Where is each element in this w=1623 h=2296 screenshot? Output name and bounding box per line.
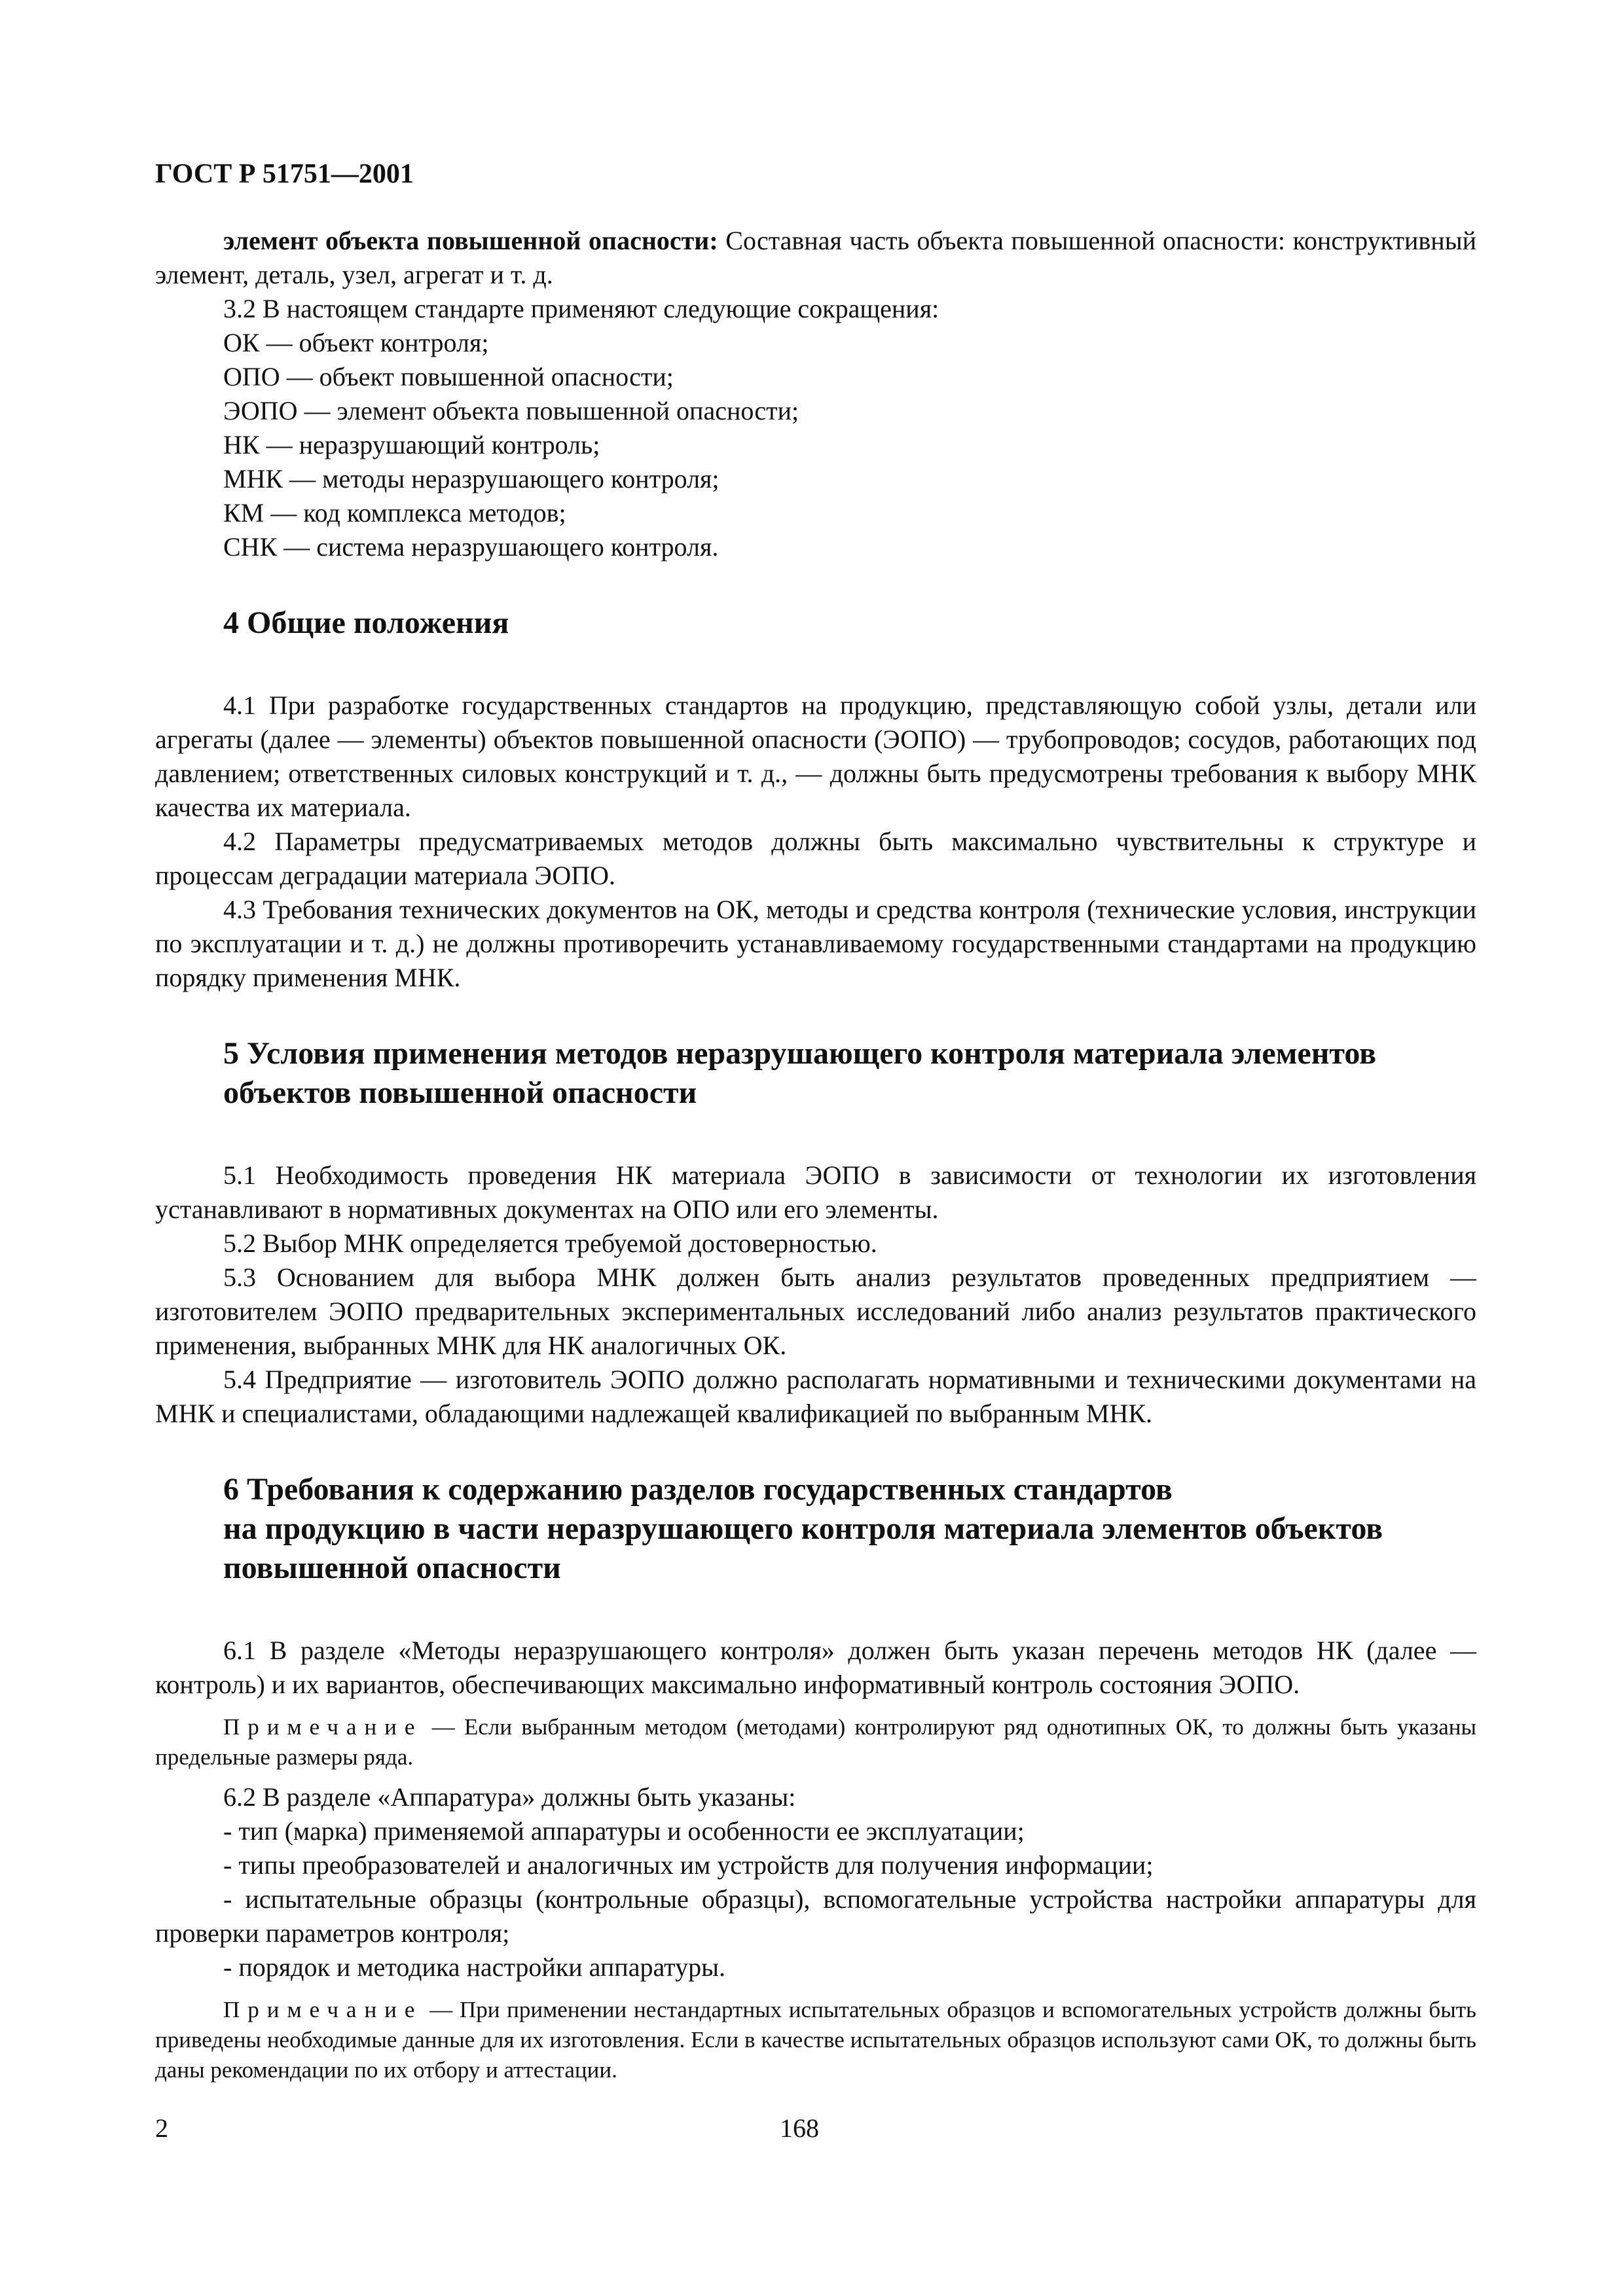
note-2-text: — При применении нестандартных испытательных образцов и вспомогательных устройств должны быть приведены необходимые данные для их изготовления. Если в качестве испытательных образцов используют сами ОК, то должны быть даны рекомендации по их отбору и аттестации.: [155, 1997, 1476, 2083]
apparatus-item: - типы преобразователей и аналогичных им устройств для получения информации;: [223, 1850, 1154, 1880]
term-definition: [155, 224, 1476, 292]
section-5-heading: 5 Условия применения методов неразрушающего контроля материала элементов объектов повышенной опасности: [223, 1036, 1377, 1110]
page-number: 2: [155, 2113, 168, 2143]
document-designation: ГОСТ Р 51751—2001: [155, 159, 414, 189]
apparatus-item: - испытательные образцы (контрольные образцы), вспомогательные устройства настройки аппаратуры для проверки параметров контроля;: [155, 1884, 1476, 1948]
section-6-heading-line2: на продукцию в части неразрушающего контроля материала элементов объектов повышенной опасности: [223, 1511, 1383, 1585]
note-1: [155, 1712, 1476, 1772]
paragraph-3-2: 3.2 В настоящем стандарте применяют следующие сокращения:: [223, 294, 939, 323]
paragraph-4-1: 4.1 При разработке государственных стандартов на продукцию, представляющую собой узлы, детали или агрегаты (далее — элементы) объектов повышенной опасности (ЭОПО) — трубопроводов; сосудов, работающих под давлением; ответственных силовых конструкций и т. д., — должны быть предусмотрены требования к выбору МНК качества их материала.: [155, 691, 1476, 822]
abbreviation-item: СНК — система неразрушающего контроля.: [223, 532, 719, 562]
apparatus-item: - порядок и методика настройки аппаратуры.: [223, 1952, 725, 1982]
paragraph-5-2: 5.2 Выбор МНК определяется требуемой достоверностью.: [223, 1229, 877, 1258]
term-title: элемент объекта повышенной опасности:: [223, 226, 718, 255]
note-1-text: — Если выбранным методом (методами) контролируют ряд однотипных ОК, то должны быть указаны предельные размеры ряда.: [155, 1714, 1476, 1770]
abbreviation-item: ОК — объект контроля;: [223, 328, 489, 357]
paragraph-4-3: 4.3 Требования технических документов на ОК, методы и средства контроля (технические условия, инструкции по эксплуатации и т. д.) не должны противоречить устанавливаемому государственными стандартами на продукцию порядку применения МНК.: [155, 895, 1476, 992]
paragraph-6-2: 6.2 В разделе «Аппаратура» должны быть указаны:: [223, 1782, 796, 1812]
document-page: [155, 157, 1476, 2093]
paragraph-5-4: 5.4 Предприятие — изготовитель ЭОПО должно располагать нормативными и техническими документами на МНК и специалистами, обладающими надлежащей квалификацией по выбранным МНК.: [155, 1365, 1476, 1428]
section-6-heading-line1: 6 Требования к содержанию разделов государственных стандартов: [223, 1472, 1173, 1507]
note-2: [155, 1995, 1476, 2085]
abbreviation-item: НК — неразрушающий контроль;: [223, 430, 600, 459]
abbreviation-item: КМ — код комплекса методов;: [223, 498, 566, 528]
note-label: Примечание: [223, 1997, 423, 2022]
section-6-heading: [223, 1470, 1476, 1588]
term-text: Составная часть объекта повышенной опасности: конструктивный элемент, деталь, узел, агрегат и т. д.: [155, 226, 1476, 289]
abbreviation-item: ОПО — объект повышенной опасности;: [223, 362, 674, 391]
abbreviation-item: ЭОПО — элемент объекта повышенной опасности;: [223, 396, 799, 425]
paragraph-4-2: 4.2 Параметры предусматриваемых методов должны быть максимально чувствительны к структуре и процессам деградации материала ЭОПО.: [155, 827, 1476, 890]
section-4-heading: 4 Общие положения: [223, 605, 509, 640]
note-label: Примечание: [223, 1714, 423, 1740]
paragraph-5-1: 5.1 Необходимость проведения НК материала ЭОПО в зависимости от технологии их изготовления устанавливают в нормативных документах на ОПО или его элементы.: [155, 1160, 1476, 1224]
paragraph-6-1: 6.1 В разделе «Методы неразрушающего контроля» должен быть указан перечень методов НК (далее — контроль) и их вариантов, обеспечивающих максимально информативный контроль состояния ЭОПО.: [155, 1636, 1476, 1699]
paragraph-5-3: 5.3 Основанием для выбора МНК должен быть анализ результатов проведенных предприятием — изготовителем ЭОПО предварительных экспериментальных исследований либо анализ результатов практического применения, выбранных МНК для НК аналогичных ОК.: [155, 1263, 1476, 1360]
sheet-number: 168: [780, 2113, 819, 2143]
abbreviation-item: МНК — методы неразрушающего контроля;: [223, 464, 720, 493]
apparatus-item: - тип (марка) применяемой аппаратуры и особенности ее эксплуатации;: [223, 1816, 1025, 1846]
abbreviation-list: [155, 326, 1476, 564]
